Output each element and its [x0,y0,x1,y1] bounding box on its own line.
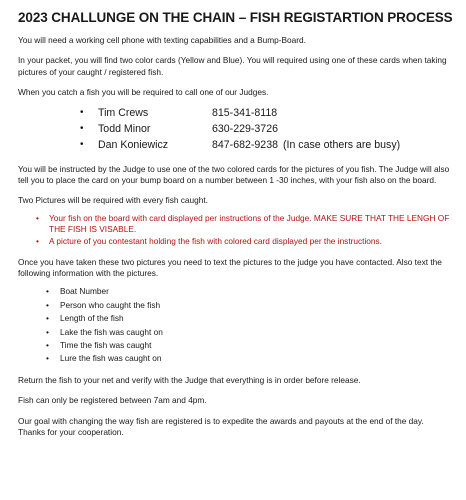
info-items-list [24,285,452,365]
bullet-icon: • [46,313,49,324]
info-item [24,352,452,365]
judge-item [80,137,452,153]
intro-paragraph-call: When you catch a fish you will be required to call one of our Judges. [18,87,269,98]
info-item-text: Lake the fish was caught on [60,326,163,337]
judge-item [80,121,452,137]
info-item-text: Boat Number [60,286,109,297]
info-item-text: Lure the fish was caught on [60,353,162,364]
judge-phone: 630-229-3726 [212,122,278,135]
info-item-text: Time the fish was caught [60,340,152,351]
pictures-heading: Two Pictures will be required with every fish caught. [18,195,208,206]
goal-paragraph: Our goal with changing the way fish are registered is to expedite the awards and payouts at the end of the day. Thanks for your cooperation. [18,415,424,438]
judge-list [80,105,452,153]
picture-rule [18,236,452,248]
picture-rule [18,213,452,236]
judge-phone: 847-682-9238 [212,138,278,151]
return-paragraph: Return the fish to your net and verify with the Judge that everything is in order before release. [18,374,361,385]
intro-paragraph-phone: You will need a working cell phone with texting capabilities and a Bump-Board. [18,35,306,45]
intro-paragraph-cards: In your packet, you will find two color cards (Yellow and Blue). You will required using one of these cards when taking pictures of your caught / registered fish. [18,55,447,77]
bullet-icon: • [46,326,49,337]
bullet-icon: • [46,353,49,364]
bullet-icon: • [46,299,49,310]
info-item-text: Length of the fish [60,313,124,324]
judge-item [80,105,452,121]
bullet-icon: • [36,236,39,247]
info-item [24,326,452,339]
info-item [24,312,452,325]
document-title: 2023 CHALLUNGE ON THE CHAIN – FISH REGISTARTION PROCESS [18,10,453,25]
bullet-icon: • [80,106,84,118]
judge-name: Todd Minor [98,122,151,135]
judge-name: Dan Koniewicz [98,138,169,151]
bullet-icon: • [36,212,39,223]
info-item [24,299,452,312]
instructions-paragraph: You will be instructed by the Judge to use one of the two colored cards for the pictures of you fish. The Judge will also tell you to place the card on your bump board on a number between 1 -30 inches, with your fish also on the board. [18,163,450,186]
judge-note: (In case others are busy) [282,138,401,151]
bullet-icon: • [46,340,49,351]
judge-phone: 815-341-8118 [212,106,278,119]
bullet-icon: • [80,138,84,150]
picture-rules-list [18,213,452,248]
judge-name: Tim Crews [98,106,149,119]
info-item [24,339,452,352]
text-instruction-paragraph: Once you have taken these two pictures you need to text the pictures to the judge you have contacted. Also text the following information with the pictures. [18,256,442,279]
info-item [24,285,452,298]
bullet-icon: • [46,286,49,297]
hours-paragraph: Fish can only be registered between 7am and 4pm. [18,395,207,406]
bullet-icon: • [80,122,84,134]
info-item-text: Person who caught the fish [60,299,161,310]
picture-rule-text: Your fish on the board with card displayed per instructions of the Judge. MAKE SURE THAT THE LENGH OF THE FISH IS VISABLE. [49,212,450,235]
picture-rule-text: A picture of you contestant holding the fish with colored card displayed per the instructions. [49,236,382,247]
